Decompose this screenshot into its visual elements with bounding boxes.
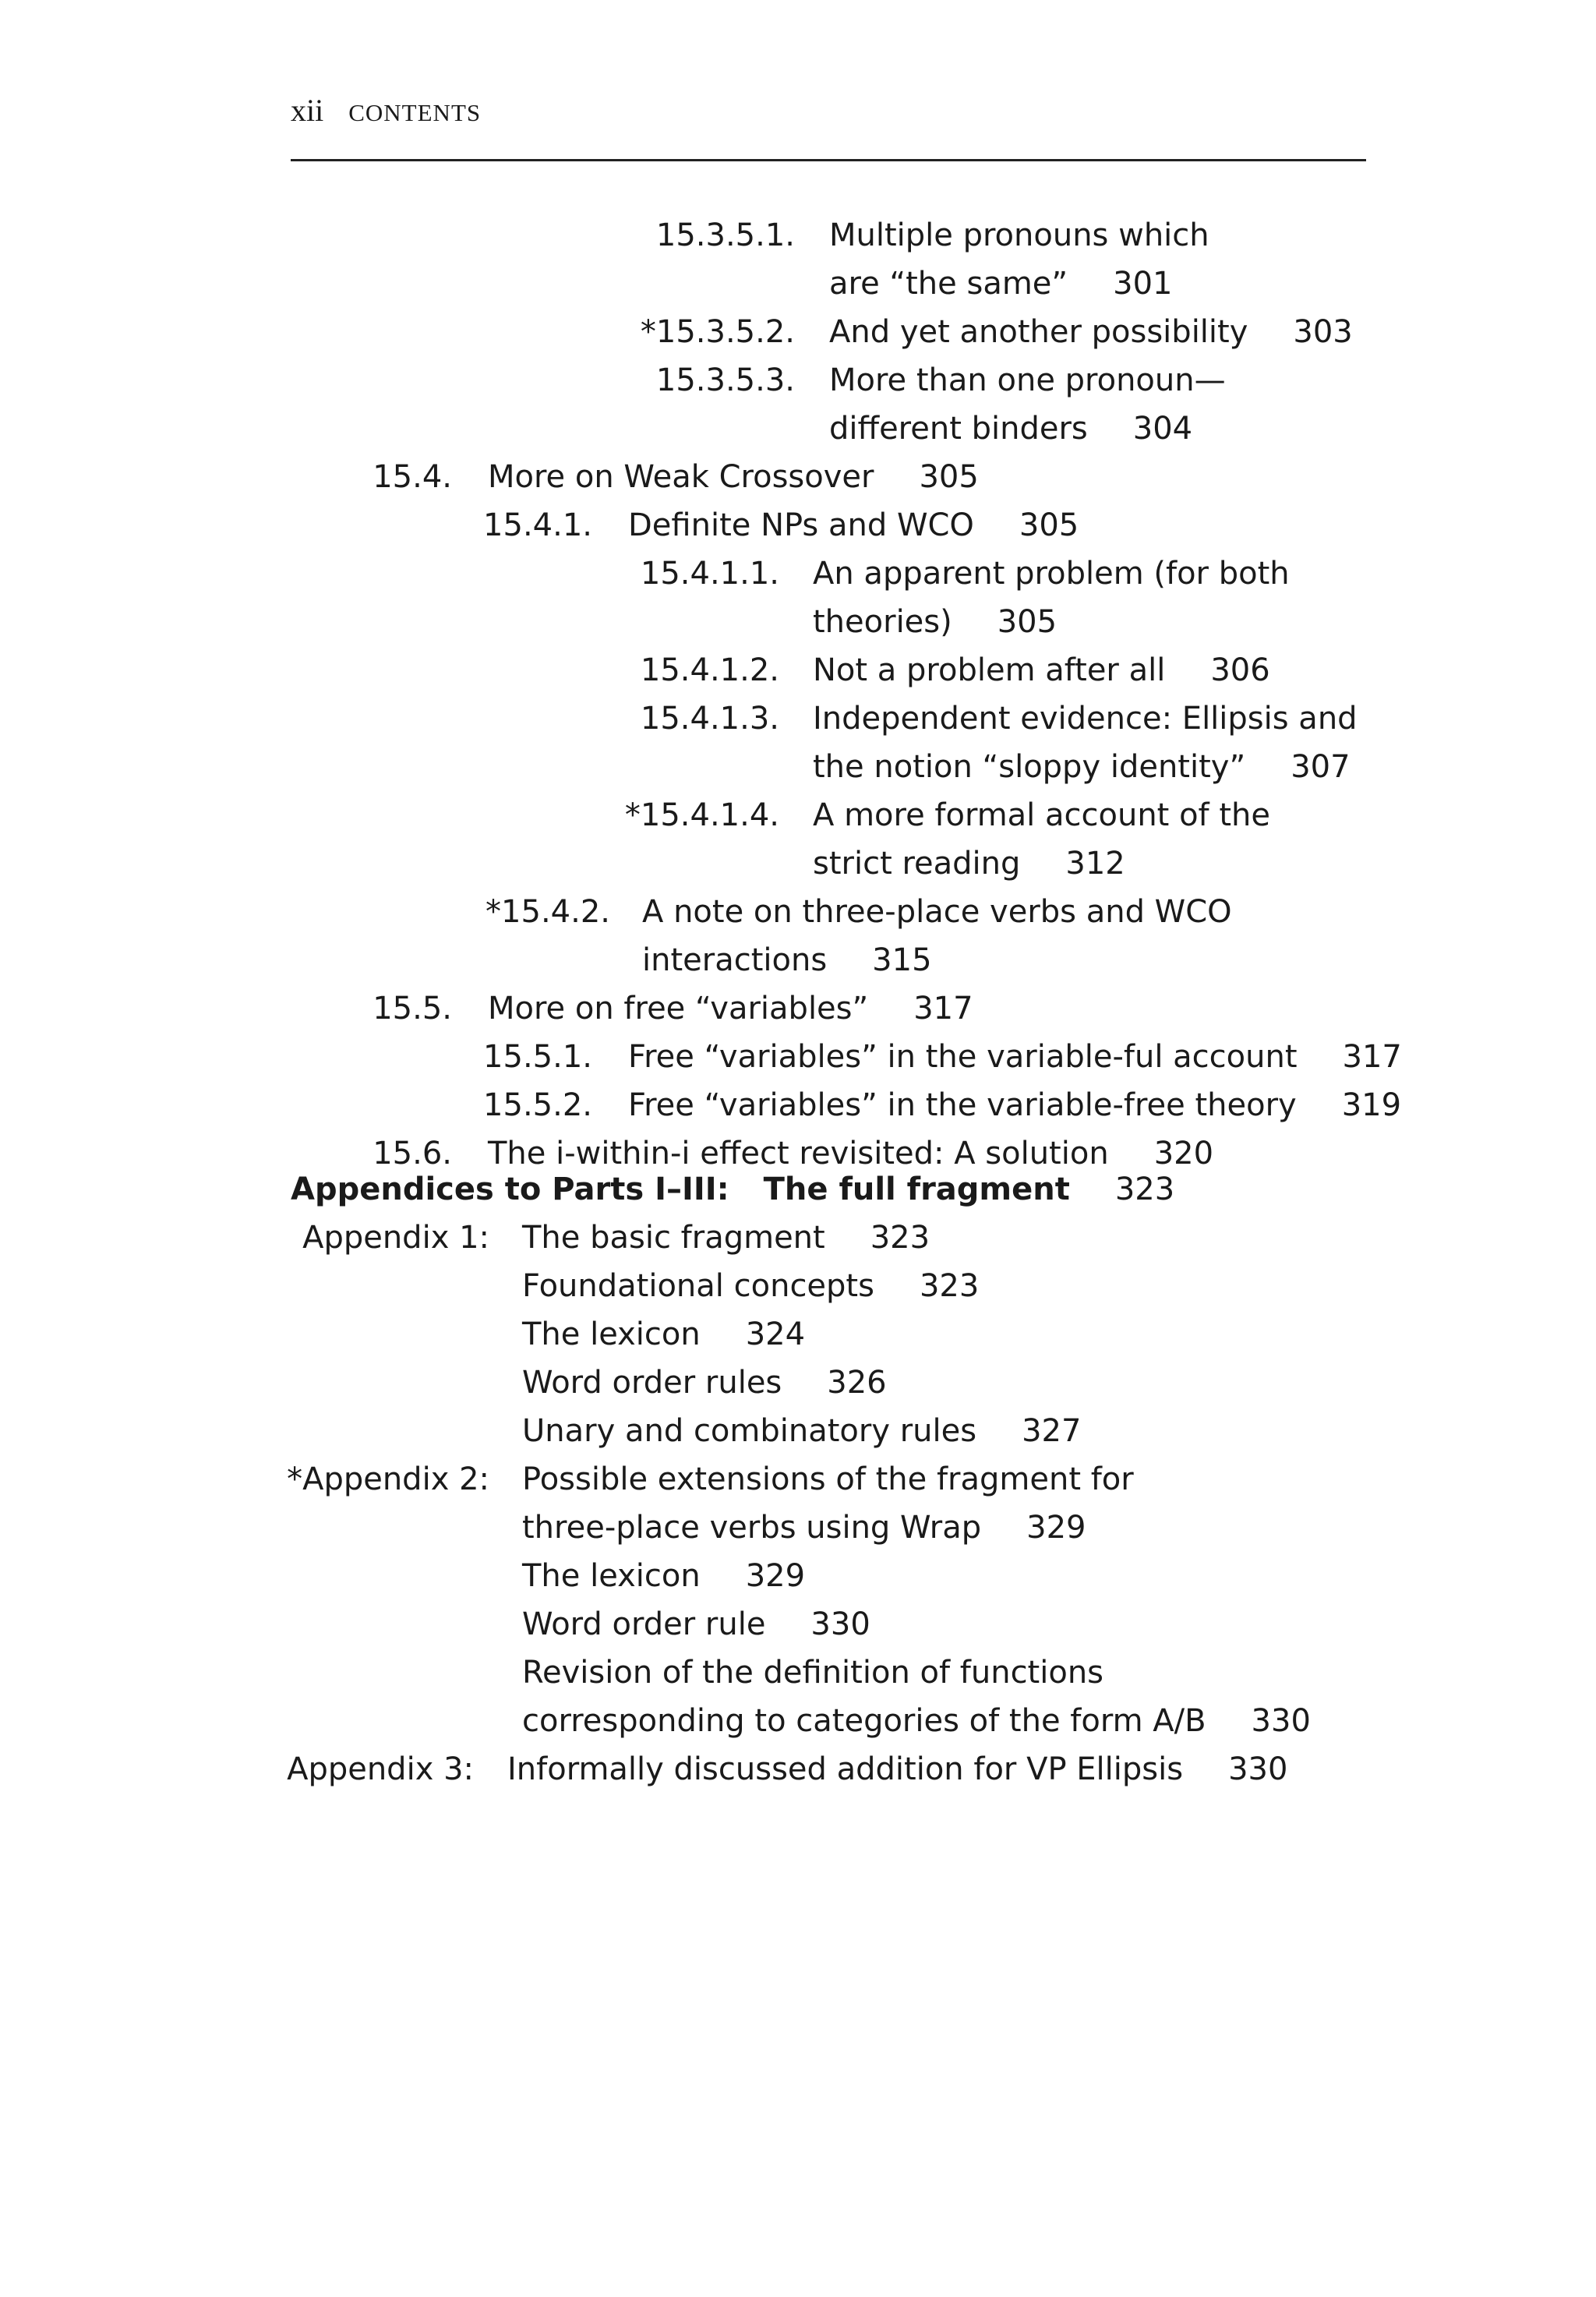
toc-entry-number: *15.4.1.4. (624, 797, 779, 833)
toc-entry-page: 329 (1026, 1510, 1086, 1546)
toc-entry-number: 15.5.2. (483, 1087, 592, 1123)
toc-entry-title: interactions (642, 942, 828, 978)
toc-entry-title: Informally discussed addition for VP Ellipsis (507, 1751, 1184, 1787)
toc-entry-page: 330 (1251, 1703, 1311, 1739)
toc-entry-page: 327 (1022, 1413, 1082, 1449)
toc-entry-title: Word order rule (522, 1606, 766, 1642)
toc-entry-page: 315 (872, 942, 932, 978)
toc-entry-page: 306 (1210, 652, 1270, 688)
toc-entry-page: 305 (1019, 507, 1079, 543)
toc-entry-title: The lexicon (522, 1558, 701, 1594)
toc-entry-number: 15.4.1. (483, 507, 592, 543)
toc-entry-title: Free “variables” in the variable-free theory (628, 1087, 1297, 1123)
toc-entry-page: 317 (913, 991, 973, 1027)
toc-entry-title: Unary and combinatory rules (522, 1413, 977, 1449)
toc-entry-page: 323 (919, 1268, 980, 1304)
appendices-heading-page: 323 (1114, 1171, 1175, 1207)
toc-entry-title: An apparent problem (for both (813, 556, 1290, 592)
appendices-heading-title: The full fragment (763, 1171, 1070, 1207)
toc-entry-number: 15.4.1.1. (640, 556, 779, 592)
page-number: xii (291, 93, 324, 128)
toc-entry-title: corresponding to categories of the form A/B (522, 1703, 1206, 1739)
toc-entry-number: 15.3.5.1. (655, 217, 795, 253)
toc-entry-title: Definite NPs and WCO (628, 507, 974, 543)
toc-entry-page: 330 (1228, 1751, 1288, 1787)
header-rule (291, 159, 1366, 161)
toc-entry-page: 329 (745, 1558, 806, 1594)
toc-entry-page: 330 (810, 1606, 870, 1642)
toc-entry-title: Possible extensions of the fragment for (522, 1461, 1134, 1497)
toc-entry-page: 319 (1341, 1087, 1402, 1123)
toc-entry-title: Free “variables” in the variable-ful account (628, 1039, 1298, 1075)
toc-entry-number: 15.5.1. (483, 1039, 592, 1075)
toc-entry-title: theories) (813, 604, 952, 640)
toc-entry-title: Word order rules (522, 1365, 782, 1401)
toc-entry-title: Not a problem after all (813, 652, 1166, 688)
toc-entry-title: the notion “sloppy identity” (813, 749, 1246, 785)
toc-entry-number: Appendix 1: (302, 1220, 489, 1256)
toc-entry-title: Foundational concepts (522, 1268, 874, 1304)
toc-entry-number: 15.6. (373, 1136, 452, 1171)
toc-entry-page: 305 (919, 459, 979, 495)
running-head: CONTENTS (348, 99, 482, 126)
toc-entry-page: 317 (1342, 1039, 1402, 1075)
toc-entry-page: 304 (1132, 411, 1193, 447)
toc-entry-number: 15.5. (373, 991, 452, 1027)
toc-entry-title: And yet another possibility (829, 314, 1248, 350)
toc-entry-number: 15.3.5.3. (655, 362, 795, 398)
toc-entry-title: Multiple pronouns which (829, 217, 1209, 253)
toc-entry-title: different binders (829, 411, 1088, 447)
toc-entry-title: The lexicon (522, 1316, 701, 1352)
toc-entry-page: 320 (1153, 1136, 1214, 1171)
toc-entry-number: 15.4. (373, 459, 452, 495)
toc-entry-page: 312 (1065, 846, 1125, 882)
toc-entry-page: 323 (870, 1220, 930, 1256)
toc-entry-title: are “the same” (829, 266, 1068, 302)
toc-entry-number: *Appendix 2: (287, 1461, 489, 1497)
toc-entry-title: A more formal account of the (813, 797, 1270, 833)
page-header (291, 92, 481, 129)
toc-entry-title: The i-within-i effect revisited: A solution (488, 1136, 1109, 1171)
toc-entry-title: three-place verbs using Wrap (522, 1510, 982, 1546)
toc-entry-title: More than one pronoun— (829, 362, 1226, 398)
toc-entry-number: *15.4.2. (486, 894, 610, 930)
toc-entry-title: Revision of the definition of functions (522, 1655, 1104, 1691)
toc-entry-page: 324 (745, 1316, 806, 1352)
appendices-heading (291, 1171, 1175, 1207)
toc-entry-page: 301 (1113, 266, 1173, 302)
toc-entry-number: *15.3.5.2. (640, 314, 795, 350)
toc-entry-title: Independent evidence: Ellipsis and (813, 701, 1358, 737)
toc-entry-page: 305 (997, 604, 1058, 640)
toc-entry-number: 15.4.1.2. (640, 652, 779, 688)
toc-entry-page: 307 (1291, 749, 1351, 785)
toc-entry-number: Appendix 3: (287, 1751, 474, 1787)
toc-entry-title: More on free “variables” (488, 991, 869, 1027)
toc-entry-page: 303 (1293, 314, 1353, 350)
toc-entry-title: strict reading (813, 846, 1021, 882)
toc-entry-title: A note on three-place verbs and WCO (642, 894, 1232, 930)
toc-entry-title: More on Weak Crossover (488, 459, 874, 495)
toc-entry-number: 15.4.1.3. (640, 701, 779, 737)
toc-entry-title: The basic fragment (522, 1220, 825, 1256)
appendices-heading-label: Appendices to Parts I–III: (291, 1171, 729, 1207)
toc-entry-page: 326 (827, 1365, 887, 1401)
